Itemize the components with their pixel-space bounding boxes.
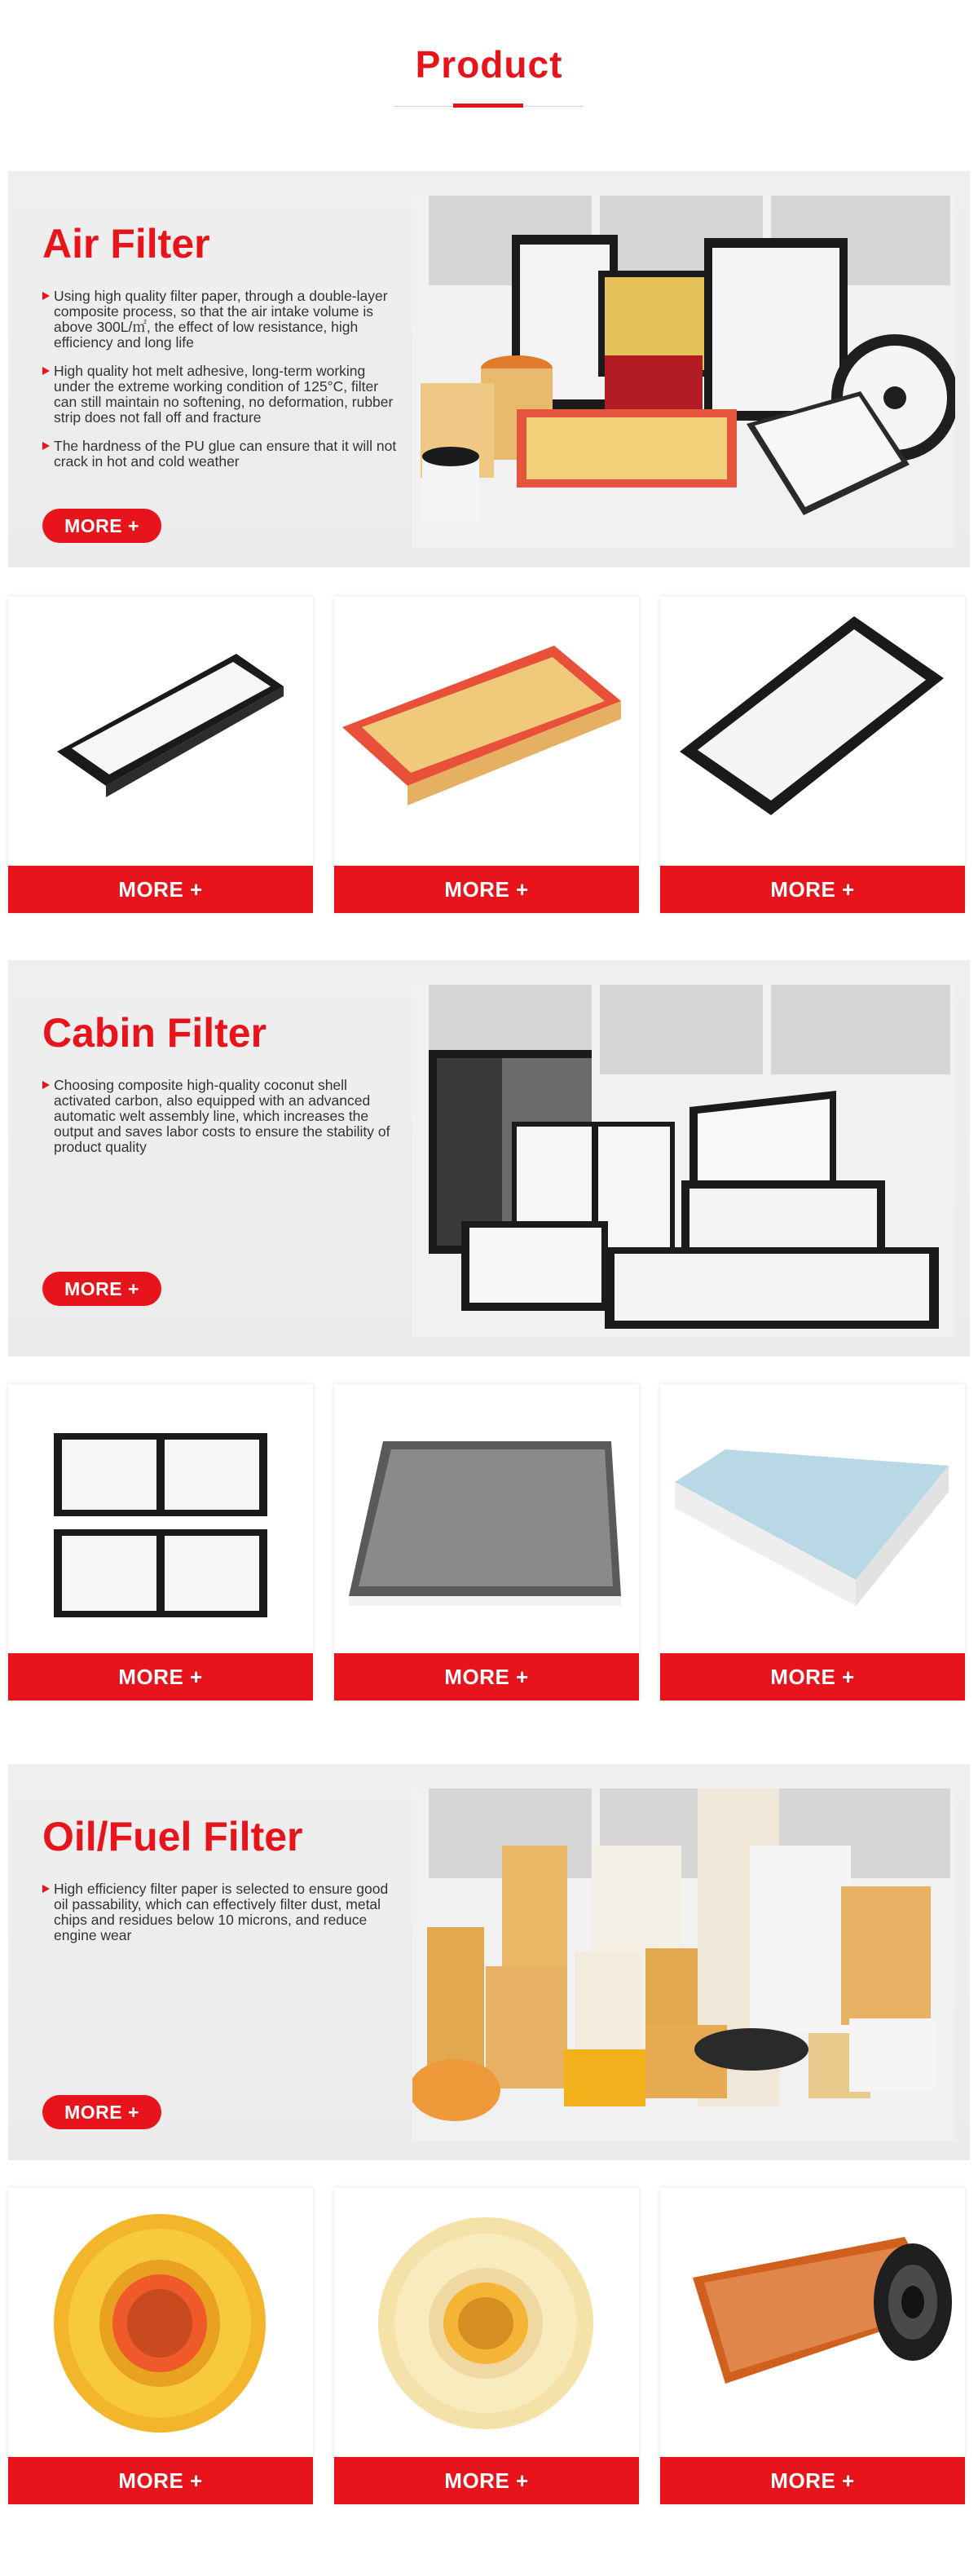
oil-filter-element-image: [334, 2188, 639, 2459]
more-button[interactable]: MORE +: [42, 1272, 161, 1306]
more-button[interactable]: MORE +: [660, 866, 965, 913]
cabin-filter-card-3[interactable]: [660, 1384, 965, 1700]
cabin-filter-banner: [8, 960, 970, 1356]
feature-bullet: The hardness of the PU glue can ensure that it will not crack in hot and cold weather: [42, 439, 401, 470]
section-heading: Air Filter: [42, 221, 210, 267]
air-filter-card-1[interactable]: [8, 597, 313, 913]
bullet-arrow-icon: [42, 1885, 50, 1893]
oil-filter-element-image: [660, 2188, 965, 2459]
air-filter-banner: [8, 171, 970, 567]
feature-bullet: High quality hot melt adhesive, long-term working under the extreme working condition of 125°C, filter can still maintain no softening, no deformation, rubber strip does not fall off and fracture: [42, 364, 401, 426]
bullet-arrow-icon: [42, 292, 50, 300]
page-title: Product: [415, 43, 563, 86]
feature-bullet: High efficiency filter paper is selected to ensure good oil passability, which can effectively filter dust, metal chips and residues below 10 microns, and reduce engine wear: [42, 1881, 401, 1943]
bullet-arrow-icon: [42, 1081, 50, 1089]
more-button[interactable]: MORE +: [660, 2457, 965, 2504]
panel-filter-image: [8, 597, 313, 867]
more-button[interactable]: MORE +: [8, 1653, 313, 1700]
panel-filter-image: [334, 597, 639, 867]
more-button[interactable]: MORE +: [42, 509, 161, 543]
oil-filter-card-1[interactable]: [8, 2188, 313, 2504]
feature-bullet: Using high quality filter paper, through a double-layer composite process, so that the air intake volume is above 300L/㎡, the effect of low resistance, high efficiency and long life: [42, 289, 401, 351]
cabin-filter-image: [660, 1384, 965, 1655]
air-filter-product-photo: [412, 196, 955, 548]
title-accent-bar: [453, 104, 523, 108]
cabin-filter-card-2[interactable]: [334, 1384, 639, 1700]
more-button[interactable]: MORE +: [334, 2457, 639, 2504]
cabin-filter-image: [334, 1384, 639, 1655]
air-filter-card-3[interactable]: [660, 597, 965, 913]
feature-bullet: Choosing composite high-quality coconut shell activated carbon, also equipped with an advanced automatic welt assembly line, which increases the output and saves labor costs to ensure the stability of product quality: [42, 1078, 401, 1155]
more-button[interactable]: MORE +: [42, 2095, 161, 2129]
section-heading: Oil/Fuel Filter: [42, 1814, 303, 1859]
more-button[interactable]: MORE +: [8, 866, 313, 913]
oil-filter-card-2[interactable]: [334, 2188, 639, 2504]
more-button[interactable]: MORE +: [334, 866, 639, 913]
bullet-arrow-icon: [42, 442, 50, 450]
section-heading: Cabin Filter: [42, 1010, 267, 1056]
more-button[interactable]: MORE +: [660, 1653, 965, 1700]
more-button[interactable]: MORE +: [334, 1653, 639, 1700]
oil-fuel-filter-banner: [8, 1764, 970, 2160]
panel-filter-image: [660, 597, 965, 867]
oil-filter-element-image: [8, 2188, 313, 2459]
more-button[interactable]: MORE +: [8, 2457, 313, 2504]
cabin-filter-card-1[interactable]: [8, 1384, 313, 1700]
oil-fuel-filter-product-photo: [412, 1789, 955, 2141]
cabin-filter-image: [8, 1384, 313, 1655]
air-filter-card-2[interactable]: [334, 597, 639, 913]
bullet-arrow-icon: [42, 367, 50, 375]
oil-filter-card-3[interactable]: [660, 2188, 965, 2504]
cabin-filter-product-photo: [412, 985, 955, 1337]
